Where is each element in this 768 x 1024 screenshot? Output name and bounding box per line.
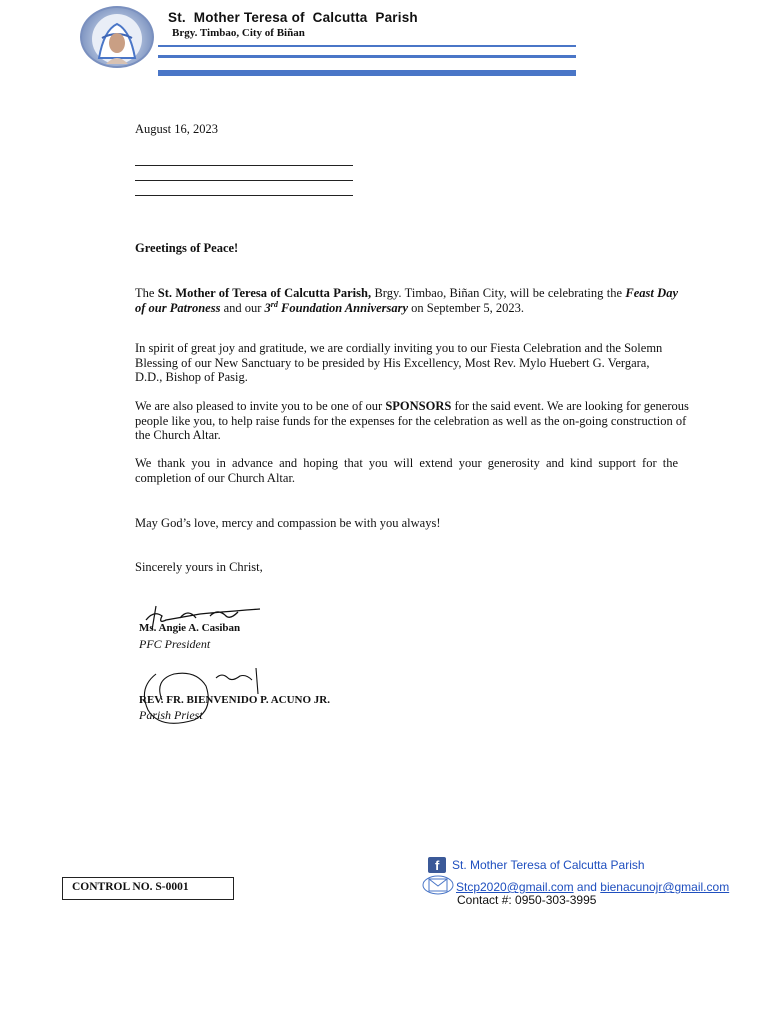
paragraph-1: The St. Mother of Teresa of Calcutta Parish, Brgy. Timbao, Biñan City, will be celebrating the Feast Day of our Patroness and our 3rd Foundation Anniversary on September 5, 2023.: [135, 286, 678, 315]
signatory-1-title: PFC President: [139, 637, 211, 651]
control-number-box: [62, 877, 234, 900]
parish-name: St. Mother Teresa of Calcutta Parish: [168, 10, 418, 25]
contact-number: Contact #: 0950-303-3995: [457, 893, 597, 907]
email-link-priest[interactable]: bienacunojr@gmail.com: [600, 880, 730, 894]
parish-logo: [80, 6, 154, 68]
paragraph-2: In spirit of great joy and gratitude, we are cordially inviting you to our Fiesta Celebration and the Solemn Blessing of our New Sanctuary to be presided by His Excellency, Most Rev. Mylo Huebert G. Vergara, D.D., Bishop of Pasig.: [135, 341, 663, 384]
signatory-2-title: Parish Priest: [139, 708, 203, 722]
recipient-line-3: [135, 195, 353, 196]
contact-emails: Stcp2020@gmail.com and bienacunojr@gmail.com: [456, 880, 730, 894]
control-number: CONTROL NO. S-0001: [72, 881, 189, 893]
recipient-line-1: [135, 165, 353, 166]
signatory-2-name: REV. FR. BIENVENIDO P. ACUNO JR.: [139, 694, 331, 706]
envelope-icon: [422, 875, 454, 895]
paragraph-3: We are also pleased to invite you to be one of our SPONSORS for the said event. We are looking for generous people like you, to help raise funds for the expenses for the celebration as well as the on-going construction of the Church Altar.: [135, 399, 689, 442]
email-link-parish[interactable]: Stcp2020@gmail.com: [456, 880, 574, 894]
paragraph-5: May God’s love, mercy and compassion be with you always!: [135, 516, 441, 530]
parish-address: Brgy. Timbao, City of Biñan: [172, 27, 305, 39]
greeting: Greetings of Peace!: [135, 241, 239, 255]
facebook-icon: f: [428, 857, 446, 873]
signatory-1-name: Ms. Angie A. Casiban: [139, 622, 241, 634]
recipient-line-2: [135, 180, 353, 181]
paragraph-4: We thank you in advance and hoping that you will extend your generosity and kind support for the completion of our Church Altar.: [135, 456, 678, 485]
header-rule-mid: [158, 55, 576, 58]
header-rule-thin: [158, 45, 576, 47]
closing: Sincerely yours in Christ,: [135, 560, 263, 574]
facebook-page-name[interactable]: St. Mother Teresa of Calcutta Parish: [452, 858, 645, 872]
header-rule-thick: [158, 70, 576, 76]
letter-date: August 16, 2023: [135, 122, 218, 136]
